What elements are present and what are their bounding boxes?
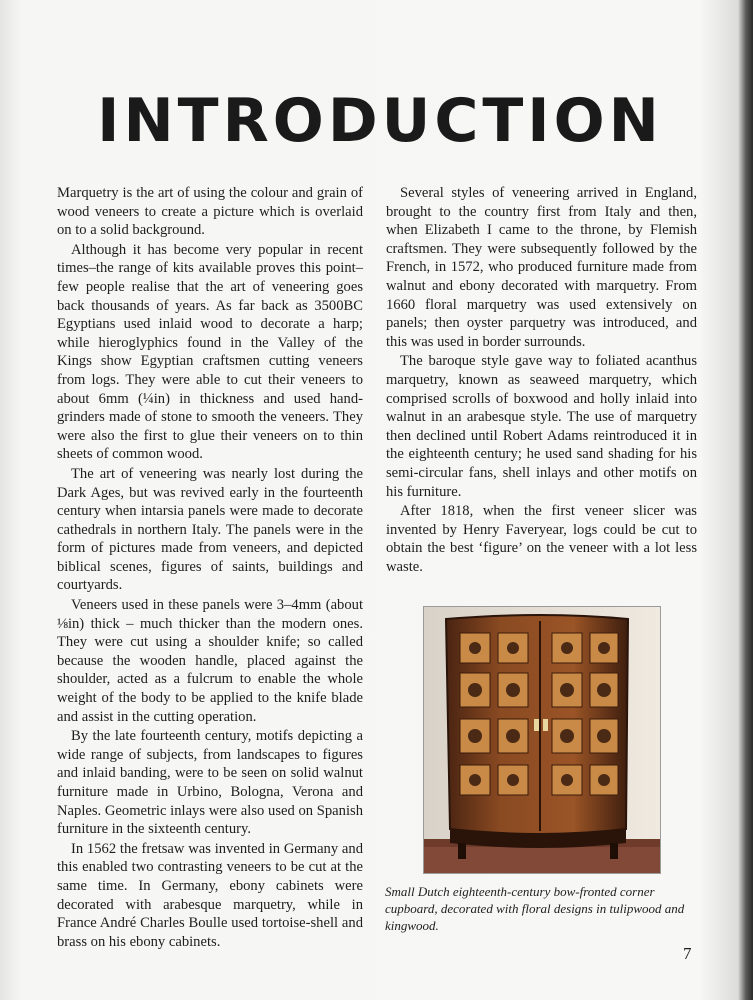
paragraph: By the late fourteenth century, motifs depicting a wide range of subjects, from landscapes to figures and inlaid banding, were to be seen on solid walnut furniture made in Urbino, Bologna, Verona and Naples. Geometric inlays were also used on Spanish furniture in the sixteenth century. bbox=[57, 728, 363, 838]
paragraph: The baroque style gave way to foliated acanthus marquetry, known as seaweed marquetry, which comprised scrolls of boxwood and holly inlaid into walnut in an arabesque style. The use of marquetry then declined until Robert Adams reintroduced it in the eighteenth century; he used sand shading for his semi-circular fans, shell inlays and other motifs on his furniture. bbox=[386, 353, 697, 500]
left-column bbox=[57, 184, 363, 952]
page-title: INTRODUCTION bbox=[97, 86, 663, 156]
corner-cupboard-image bbox=[424, 607, 660, 873]
photo-caption: Small Dutch eighteenth-century bow-fronted corner cupboard, decorated with floral designs in tulipwood and kingwood. bbox=[385, 884, 685, 933]
paragraph: In 1562 the fretsaw was invented in Germany and this enabled two contrasting veneers to be cut at the same time. In Germany, ebony cabinets were decorated with arabesque marquetry, while in France André Charles Boulle used tortoise-shell and brass on his ebony cabinets. bbox=[57, 840, 363, 950]
page-number: 7 bbox=[683, 944, 692, 963]
cupboard-photo bbox=[423, 606, 661, 874]
paragraph: Veneers used in these panels were 3–4mm (about ⅛in) thick – much thicker than the modern ones. They were cut using a shoulder knife; so called because the wooden handle, placed against the shoulder, acted as a fulcrum to enable the whole weight of the body to be applied to the knife blade and assist in the cutting operation. bbox=[57, 597, 363, 725]
paragraph: The art of veneering was nearly lost during the Dark Ages, but was revived early in the fourteenth century when intarsia panels were made to decorate cathedrals in northern Italy. The panels were in the form of pictures made from veneers, and depicted biblical scenes, figures of saints, buildings and courtyards. bbox=[57, 465, 363, 594]
paragraph: Several styles of veneering arrived in England, brought to the country first from Italy and then, when Elizabeth I came to the throne, by Flemish craftsmen. They were subsequently followed by the French, in 1572, who produced furniture made from walnut and ebony decorated with marquetry. From 1660 floral marquetry was used extensively on panels; then oyster parquetry was introduced, and this was used in border surrounds. bbox=[386, 185, 697, 350]
paragraph: After 1818, when the first veneer slicer was invented by Henry Faveryear, logs could be cut to obtain the best ‘figure’ on the veneer with a lot less waste. bbox=[386, 503, 697, 575]
right-column bbox=[386, 184, 697, 577]
paragraph: Marquetry is the art of using the colour and grain of wood veneers to create a picture which is overlaid on to a solid background. bbox=[57, 185, 363, 239]
paragraph: Although it has become very popular in recent times–the range of kits available proves this point–few people realise that the art of veneering goes back thousands of years. As far back as 3500BC Egyptians used inlaid wood to decorate a harp; while hieroglyphics found in the Valley of the Kings show Egyptian craftsmen cutting veneers from logs. They were able to cut their veneers to about 6mm (¼in) in thickness and used hand-grinders made of stone to smooth the veneers. They were also the first to glue their veneers on to thin sheets of common wood. bbox=[57, 241, 363, 463]
